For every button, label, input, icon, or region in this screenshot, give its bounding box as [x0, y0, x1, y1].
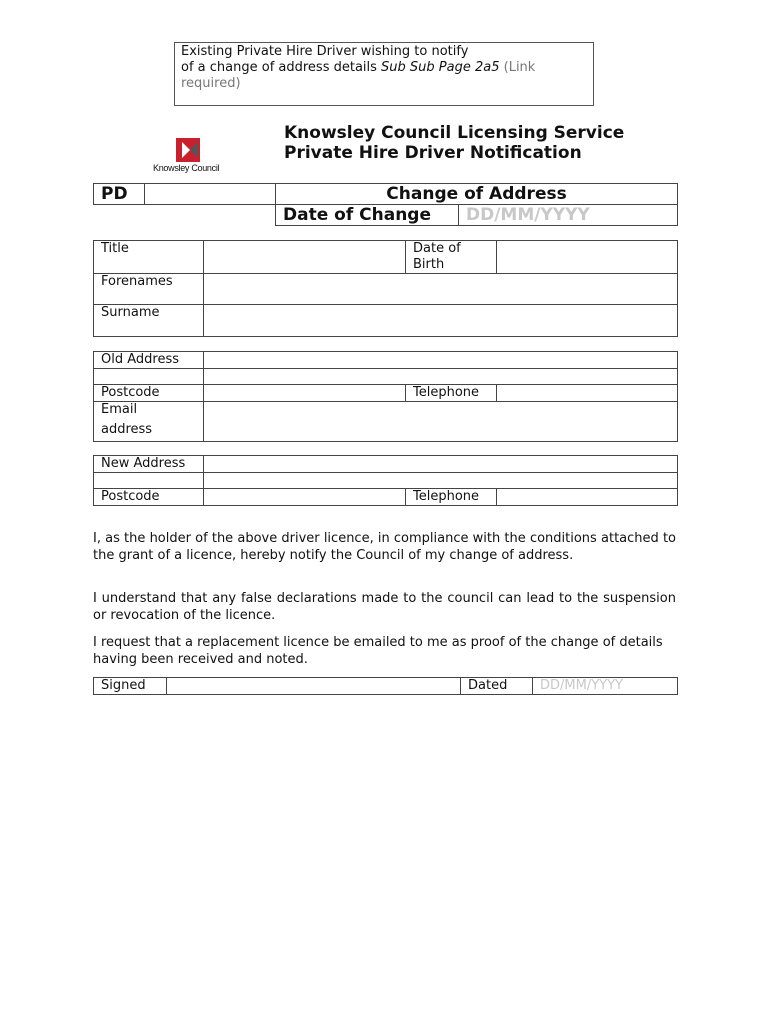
dob-field[interactable]	[497, 241, 678, 274]
new-address-line-2[interactable]	[204, 473, 678, 489]
old-address-table	[93, 351, 678, 442]
logo-text: Knowsley Council	[153, 163, 220, 173]
declaration-paragraph-2: I understand that any false declarations made to the council can lead to the suspension or revocation of the licence.	[93, 591, 676, 623]
declaration-paragraph-1: I, as the holder of the above driver licence, in compliance with the conditions attached to the grant of a licence, hereby notify the Council of my change of address.	[93, 531, 676, 563]
personal-details-table	[93, 240, 678, 337]
date-of-change-field[interactable]	[459, 205, 678, 226]
forenames-label: Forenames	[94, 274, 204, 305]
surname-field[interactable]	[204, 305, 678, 337]
old-postcode-label: Postcode	[94, 385, 204, 402]
email-label-line-2: address	[101, 422, 153, 437]
new-postcode-field[interactable]	[204, 489, 406, 506]
email-field[interactable]	[204, 402, 678, 442]
surname-label: Surname	[94, 305, 204, 337]
header-table	[93, 183, 678, 226]
new-telephone-field[interactable]	[497, 489, 678, 506]
dated-placeholder: DD/MM/YYYY	[540, 678, 623, 693]
new-address-label: New Address	[94, 456, 204, 473]
new-postcode-label: Postcode	[94, 489, 204, 506]
signed-label: Signed	[94, 678, 167, 695]
old-address-blank-label	[94, 369, 204, 385]
old-postcode-field[interactable]	[204, 385, 406, 402]
new-telephone-label: Telephone	[406, 489, 497, 506]
note-line-3: required)	[181, 76, 241, 91]
council-logo	[152, 136, 224, 176]
title-label: Title	[94, 241, 204, 274]
note-line-2-text: of a change of address details	[181, 60, 382, 75]
dated-field[interactable]	[533, 678, 678, 695]
note-line-1: Existing Private Hire Driver wishing to notify	[181, 44, 469, 59]
dob-label	[406, 241, 497, 274]
heading-line-2: Private Hire Driver Notification	[284, 143, 582, 163]
title-field[interactable]	[204, 241, 406, 274]
page-heading	[284, 123, 624, 163]
date-of-change-placeholder: DD/MM/YYYY	[466, 205, 590, 225]
pd-label: PD	[94, 184, 145, 205]
heading-line-1: Knowsley Council Licensing Service	[284, 123, 625, 143]
old-telephone-label: Telephone	[406, 385, 497, 402]
signature-table	[93, 677, 678, 695]
email-label	[94, 402, 204, 442]
note-page-ref: Sub Sub Page 2a5	[381, 60, 500, 75]
dob-label-line-2: Birth	[413, 257, 445, 272]
date-of-change-label: Date of Change	[276, 205, 459, 226]
old-telephone-field[interactable]	[497, 385, 678, 402]
new-address-table	[93, 455, 678, 506]
note-link-hint: (Link	[499, 60, 536, 75]
form-title: Change of Address	[276, 184, 678, 205]
instruction-note	[174, 42, 594, 106]
email-label-line-1: Email	[101, 402, 138, 417]
note-line-2	[181, 60, 587, 76]
spacer-cell	[94, 205, 276, 226]
dob-label-line-1: Date of	[413, 241, 461, 256]
declaration-paragraph-3: I request that a replacement licence be emailed to me as proof of the change of details having been received and noted.	[93, 635, 663, 667]
new-address-blank-label	[94, 473, 204, 489]
dated-label: Dated	[461, 678, 533, 695]
new-address-line-1[interactable]	[204, 456, 678, 473]
old-address-label: Old Address	[94, 352, 204, 369]
forenames-field[interactable]	[204, 274, 678, 305]
signed-field[interactable]	[167, 678, 461, 695]
old-address-line-2[interactable]	[204, 369, 678, 385]
old-address-line-1[interactable]	[204, 352, 678, 369]
pd-field[interactable]	[145, 184, 276, 205]
